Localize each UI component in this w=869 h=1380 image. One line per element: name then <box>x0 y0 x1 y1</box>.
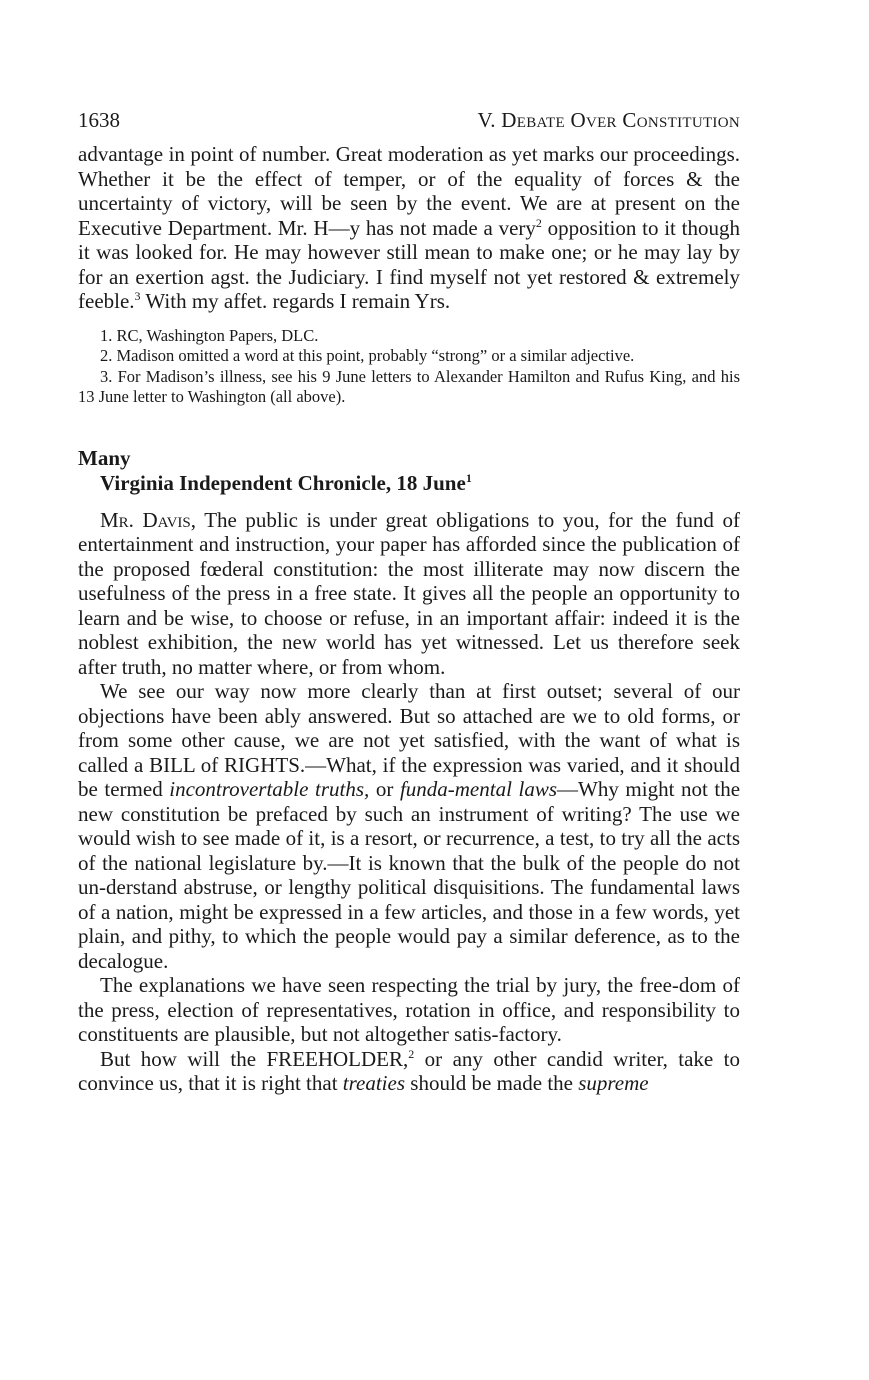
body-paragraph: The explanations we have seen respecting the trial by jury, the free-dom of the press, election of representatives, rotation in office, and responsibility to constituents are plausible, but not altogether satis-factory. <box>78 973 740 1046</box>
italic-phrase: funda-mental laws <box>399 777 558 801</box>
endnote: 3. For Madison’s illness, see his 9 June letters to Alexander Hamilton and Rufus King, and his 13 June letter to Washington (all above). <box>78 366 740 406</box>
body-paragraph <box>78 508 740 680</box>
italic-phrase: supreme <box>578 1071 649 1095</box>
document-source <box>78 471 740 496</box>
footnote-ref: 2 <box>408 1046 415 1061</box>
text-segment: opposition to it though it was looked for. He may however still mean to make one; or he may lay by for an exertion agst. the Judiciary. I find myself not yet restored & extremely feeble. <box>78 215 740 313</box>
endnote: 2. Madison omitted a word at this point, probably “strong” or a similar adjective. <box>100 346 635 365</box>
footnote-ref: 2 <box>535 215 542 230</box>
italic-phrase: treaties <box>342 1071 406 1095</box>
text-segment: advantage in point of number. Great moderation as yet marks our proceedings. Whether it be the effect of temper, or of the equality of forces & the uncertainty of victory, will be seen by the event. We are at present on the Executive Department. Mr. H—y has not made a very <box>78 142 740 240</box>
body-paragraph <box>78 1047 740 1096</box>
footnote-ref: 3 <box>134 289 141 303</box>
text-segment: With my affet. regards I remain Yrs. <box>140 289 451 313</box>
text-segment: should be made the <box>405 1071 579 1095</box>
running-head <box>78 108 740 142</box>
running-head-title: V. Debate Over Constitution <box>477 108 740 132</box>
text-segment: or any other candid writer, take to convince us, that it is right that <box>78 1046 740 1095</box>
text-segment: But how will the FREEHOLDER, <box>100 1046 409 1071</box>
text-segment: or <box>369 777 400 801</box>
endnotes <box>78 326 740 408</box>
endnote: 1. RC, Washington Papers, DLC. <box>100 325 319 345</box>
page-content <box>78 108 740 1096</box>
body-paragraph <box>78 679 740 973</box>
italic-phrase: incontrovertable truths, <box>169 777 370 801</box>
footnote-ref: 1 <box>465 470 472 485</box>
source-title: Virginia Independent Chronicle, 18 June <box>100 470 466 495</box>
text-segment: We see our way now more clearly than at first outset; several of our objections have been ably answered. But so attached are we to old forms, or from some other cause, we are not yet satisfied, with the want of what is called a BILL of RIGHTS.—What, if the expression was varied, and it should be termed <box>78 679 740 801</box>
opening-paragraph <box>78 142 740 314</box>
text-segment: —Why might not the new constitution be prefaced by such an instrument of writing? The use we would wish to see made of it, is a resort, or recurrence, a test, to try all the acts of the national legislature by.—It is known that the bulk of the people do not un-derstand abstruse, or lengthy political disquisitions. The fundamental laws of a nation, might be expressed in a few articles, and those in a few words, yet plain, and pithy, to which the people would pay a similar deference, as to the decalogue. <box>78 777 741 973</box>
text-segment: The public is under great obligations to you, for the fund of entertainment and instruction, your paper has afforded since the publication of the proposed fœderal constitution: the most illiterate may now discern the usefulness of the press in a free state. It gives all the people an opportunity to learn and be wise, to choose or refuse, in an important affair: indeed it is the noblest exhibition, the new world has yet witnessed. Let us therefore seek after truth, no matter where, or from whom. <box>78 507 741 679</box>
page-number: 1638 <box>78 108 120 132</box>
salutation: Mr. Davis, <box>100 507 196 532</box>
document-author: Many <box>78 445 131 470</box>
